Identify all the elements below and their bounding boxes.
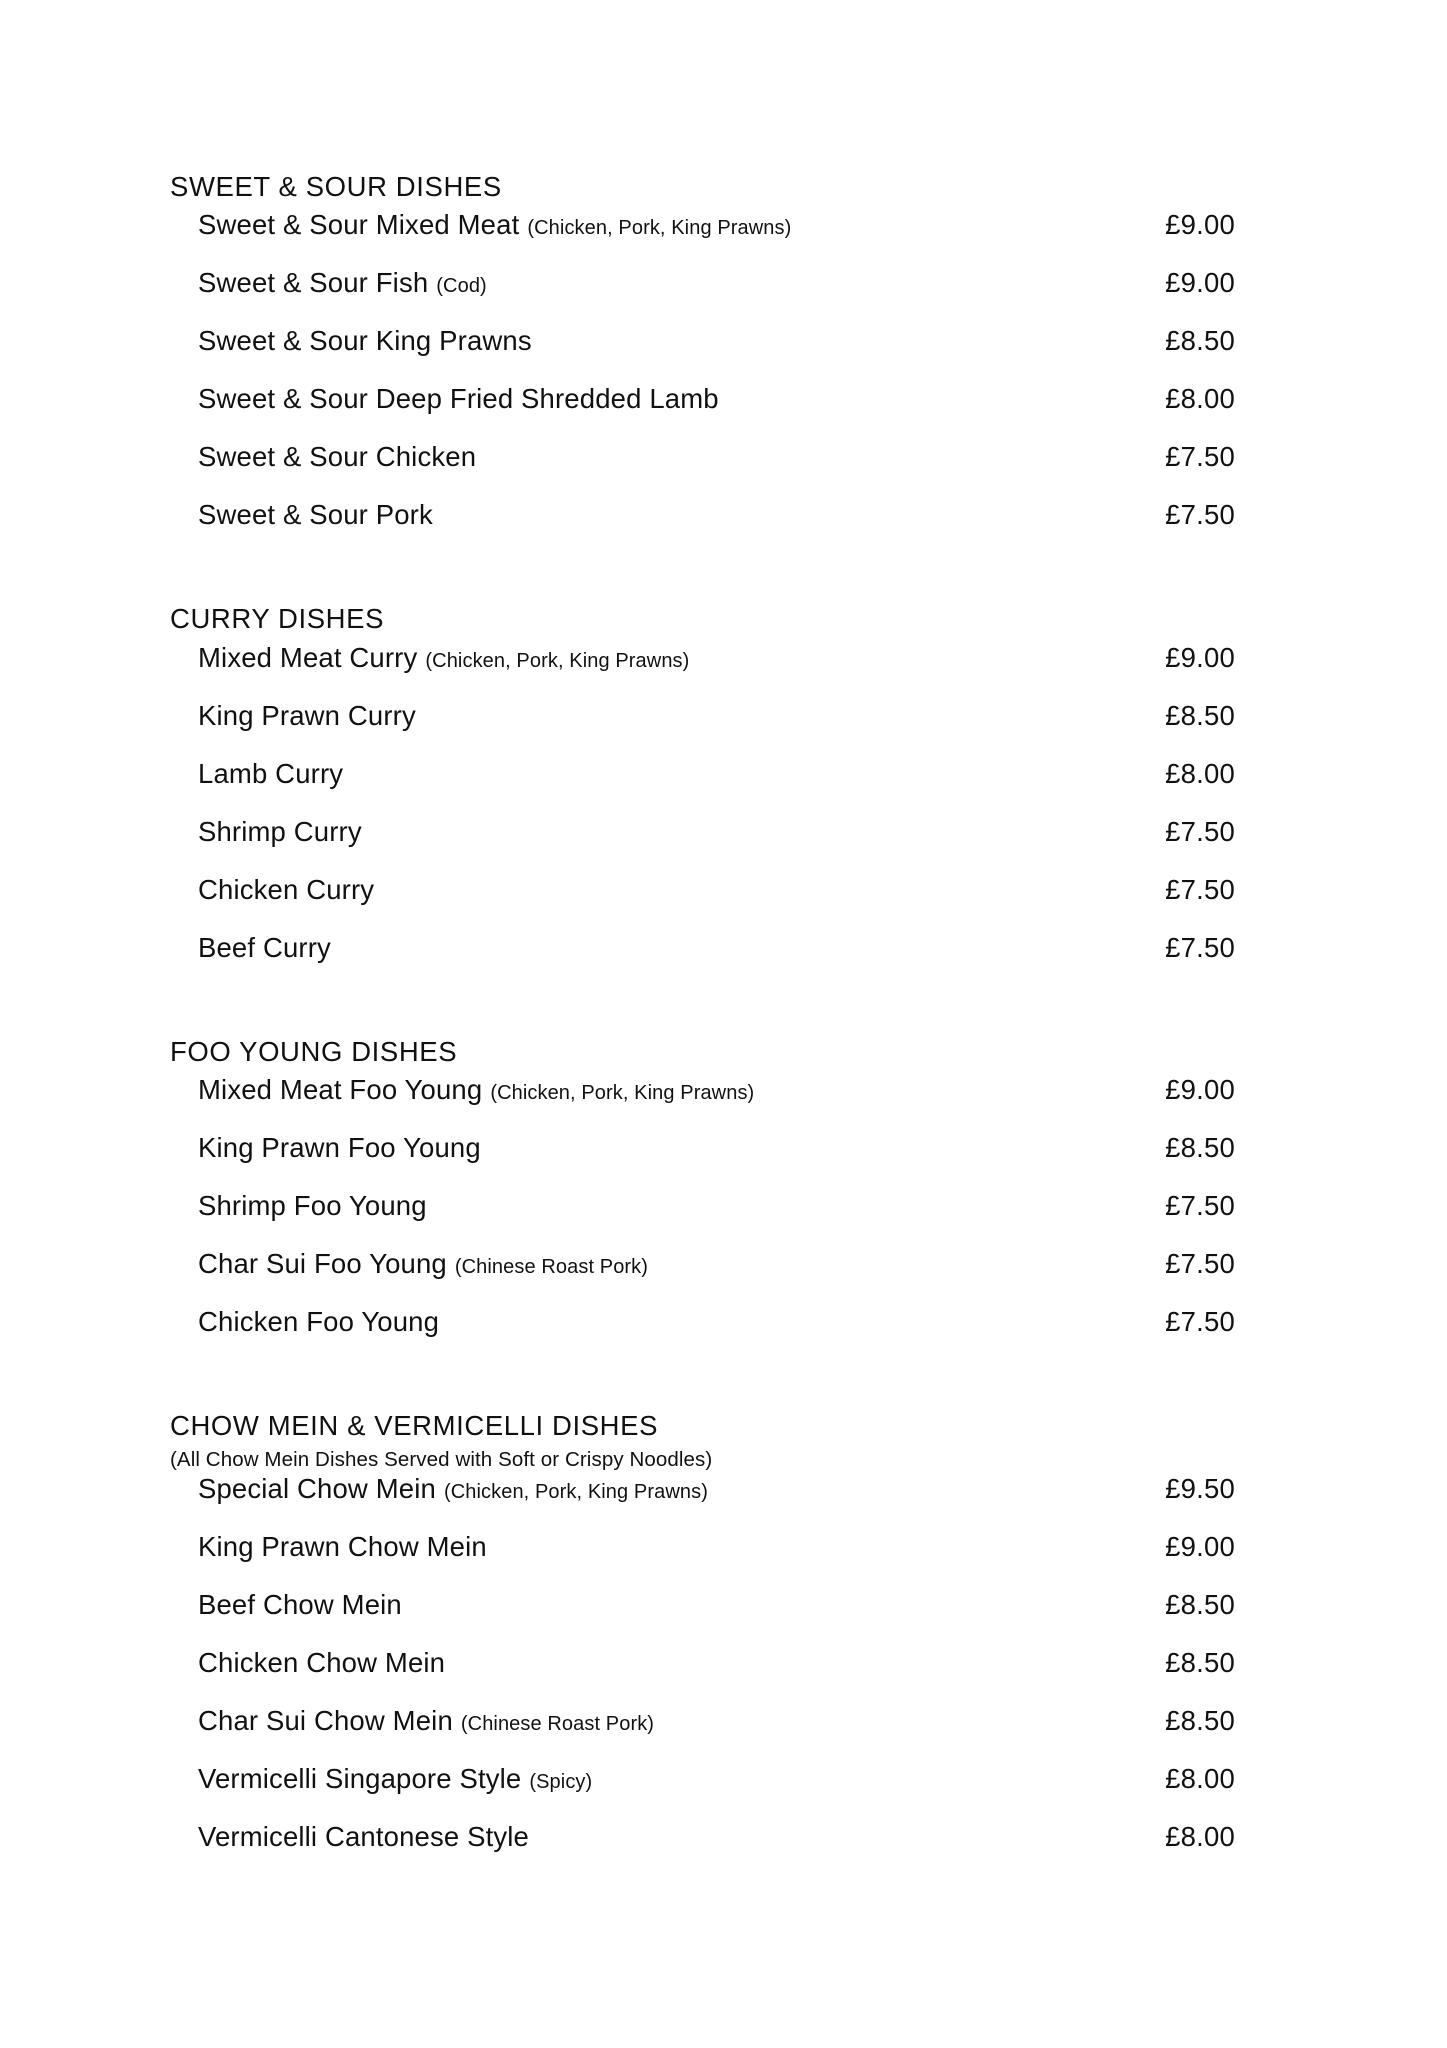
menu-item-description: (Chicken, Pork, King Prawns): [425, 649, 690, 672]
menu-item-price: £7.50: [1165, 441, 1235, 473]
menu-item-name: Vermicelli Singapore Style: [198, 1763, 522, 1795]
menu-item-price: £9.00: [1165, 209, 1235, 241]
menu-item-price: £7.50: [1165, 931, 1235, 963]
dot-leader: [493, 1540, 1163, 1556]
menu-item-list: [170, 643, 1235, 991]
menu-item[interactable]: [170, 759, 1235, 817]
menu-item-name: Mixed Meat Foo Young: [198, 1074, 483, 1106]
menu-item[interactable]: [170, 817, 1235, 875]
menu-item[interactable]: [170, 1249, 1235, 1307]
menu-item[interactable]: [170, 1191, 1235, 1249]
menu-item-price: £7.50: [1165, 873, 1235, 905]
menu-section: [170, 1409, 1235, 1880]
menu-item-price: £8.50: [1165, 1705, 1235, 1737]
menu-section: [170, 1035, 1235, 1365]
dot-leader: [535, 1830, 1163, 1846]
menu-item-description: (Chinese Roast Pork): [460, 1713, 655, 1736]
menu-item-name: Shrimp Curry: [198, 815, 362, 847]
menu-item-list: [170, 210, 1235, 558]
menu-item[interactable]: [170, 1706, 1235, 1764]
dot-leader: [725, 392, 1163, 408]
menu-item-name: Beef Curry: [198, 931, 331, 963]
dot-leader: [422, 709, 1163, 725]
section-header: FOO YOUNG DISHES: [170, 1035, 458, 1067]
menu-item[interactable]: [170, 643, 1235, 701]
menu-item-price: £9.00: [1165, 1074, 1235, 1106]
menu-item-price: £7.50: [1165, 815, 1235, 847]
menu-item-name: Sweet & Sour Chicken: [198, 441, 477, 473]
dot-leader: [482, 450, 1163, 466]
section-header: CHOW MEIN & VERMICELLI DISHES: [170, 1410, 659, 1442]
dot-leader: [493, 276, 1163, 292]
menu-item-name: Sweet & Sour King Prawns: [198, 325, 532, 357]
menu-item-name: Sweet & Sour Deep Fried Shredded Lamb: [198, 383, 719, 415]
menu-item-name: Chicken Foo Young: [198, 1306, 440, 1338]
menu-section: [170, 170, 1235, 558]
menu-item[interactable]: [170, 1648, 1235, 1706]
dot-leader: [433, 1199, 1164, 1215]
section-header: CURRY DISHES: [170, 603, 385, 635]
menu-item-price: £8.00: [1165, 757, 1235, 789]
menu-item-description: (Spicy): [529, 1771, 593, 1794]
menu-item[interactable]: [170, 1590, 1235, 1648]
menu-item[interactable]: [170, 268, 1235, 326]
menu-item-price: £8.50: [1165, 1589, 1235, 1621]
menu-item-name: Lamb Curry: [198, 757, 344, 789]
dot-leader: [714, 1482, 1163, 1498]
menu-item-name: Sweet & Sour Pork: [198, 499, 433, 531]
menu-section: [170, 602, 1235, 990]
dot-leader: [445, 1315, 1163, 1331]
menu-item[interactable]: [170, 1474, 1235, 1532]
menu-item-price: £7.50: [1165, 1190, 1235, 1222]
dot-leader: [451, 1656, 1163, 1672]
menu-item-description: (Chicken, Pork, King Prawns): [490, 1082, 755, 1105]
menu-item[interactable]: [170, 1822, 1235, 1880]
section-header: SWEET & SOUR DISHES: [170, 171, 502, 202]
menu-item-description: (Cod): [436, 275, 487, 298]
menu-item-price: £8.00: [1165, 1763, 1235, 1795]
menu-item-name: King Prawn Foo Young: [198, 1132, 481, 1164]
menu-item-name: Char Sui Chow Mein: [198, 1705, 453, 1737]
menu-item-price: £7.50: [1165, 499, 1235, 531]
dot-leader: [654, 1257, 1163, 1273]
section-subtitle: (All Chow Mein Dishes Served with Soft or Crispy Noodles): [170, 1447, 713, 1471]
dot-leader: [439, 508, 1163, 524]
menu-item-price: £8.50: [1165, 325, 1235, 357]
dot-leader: [797, 218, 1163, 234]
menu-item-name: Special Chow Mein: [198, 1473, 436, 1505]
menu-item-name: Vermicelli Cantonese Style: [198, 1821, 529, 1853]
menu-item-name: Shrimp Foo Young: [198, 1190, 427, 1222]
menu-item-price: £9.00: [1165, 267, 1235, 299]
menu-item-price: £8.00: [1165, 383, 1235, 415]
dot-leader: [349, 767, 1163, 783]
menu-item[interactable]: [170, 875, 1235, 933]
menu-item-name: Sweet & Sour Fish: [198, 267, 429, 299]
menu-item-name: Char Sui Foo Young: [198, 1248, 447, 1280]
menu-item-price: £8.50: [1165, 1132, 1235, 1164]
dot-leader: [538, 334, 1163, 350]
menu-item-description: (Chinese Roast Pork): [454, 1256, 649, 1279]
menu-item-name: Chicken Chow Mein: [198, 1647, 446, 1679]
menu-item-price: £9.00: [1165, 1531, 1235, 1563]
menu-item[interactable]: [170, 1532, 1235, 1590]
menu-item-price: £8.50: [1165, 699, 1235, 731]
menu-item-price: £8.00: [1165, 1821, 1235, 1853]
menu-item-price: £7.50: [1165, 1306, 1235, 1338]
menu-item-list: [170, 1075, 1235, 1365]
menu-item[interactable]: [170, 442, 1235, 500]
menu-item[interactable]: [170, 500, 1235, 558]
menu-item[interactable]: [170, 326, 1235, 384]
dot-leader: [760, 1083, 1163, 1099]
menu-item[interactable]: [170, 701, 1235, 759]
dot-leader: [487, 1141, 1163, 1157]
dot-leader: [660, 1714, 1163, 1730]
dot-leader: [380, 883, 1163, 899]
menu-item[interactable]: [170, 933, 1235, 991]
menu-item[interactable]: [170, 1133, 1235, 1191]
menu-item-list: [170, 1474, 1235, 1880]
menu-item-price: £8.50: [1165, 1647, 1235, 1679]
dot-leader: [598, 1772, 1163, 1788]
dot-leader: [368, 825, 1163, 841]
menu-item[interactable]: [170, 1307, 1235, 1365]
menu-item-description: (Chicken, Pork, King Prawns): [443, 1481, 708, 1504]
menu-item[interactable]: [170, 1764, 1235, 1822]
menu-item-name: Beef Chow Mein: [198, 1589, 402, 1621]
dot-leader: [408, 1598, 1163, 1614]
menu-item[interactable]: [170, 1075, 1235, 1133]
menu-item-description: (Chicken, Pork, King Prawns): [527, 217, 792, 240]
menu-item-price: £7.50: [1165, 1248, 1235, 1280]
menu-item-price: £9.00: [1165, 641, 1235, 673]
menu-item[interactable]: [170, 210, 1235, 268]
menu-item-name: Chicken Curry: [198, 873, 375, 905]
menu-item-name: King Prawn Curry: [198, 699, 416, 731]
dot-leader: [337, 941, 1163, 957]
menu-item-name: Sweet & Sour Mixed Meat: [198, 209, 520, 241]
menu-item-name: King Prawn Chow Mein: [198, 1531, 487, 1563]
menu-item-price: £9.50: [1165, 1473, 1235, 1505]
menu-item-name: Mixed Meat Curry: [198, 641, 418, 673]
menu-item[interactable]: [170, 384, 1235, 442]
menu-sections-container: [170, 170, 1235, 1880]
dot-leader: [695, 651, 1163, 667]
